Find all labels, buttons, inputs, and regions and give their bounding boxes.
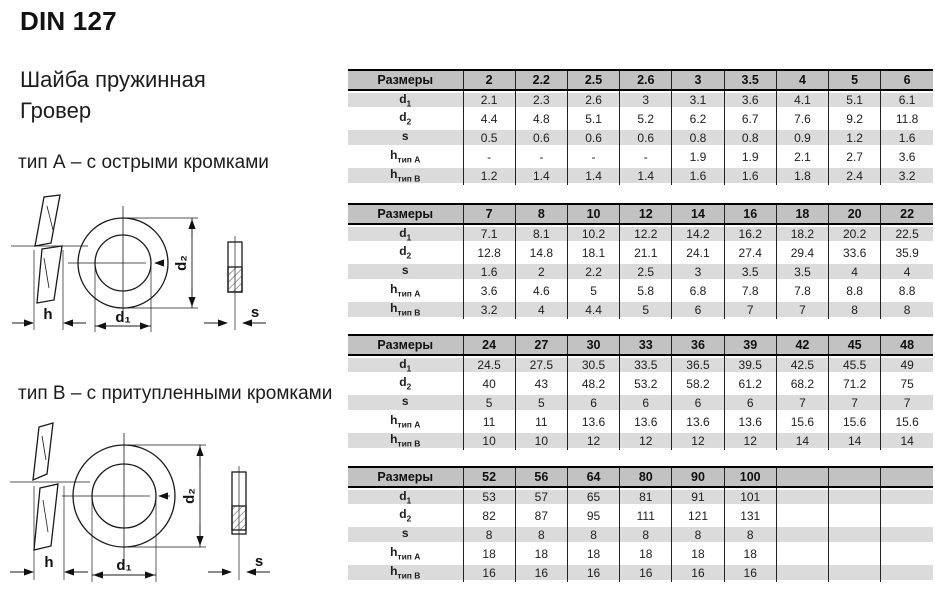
size-header-cell: 20 <box>829 204 881 224</box>
row-label: $d_1$ <box>348 487 463 506</box>
value-cell: 5 <box>567 281 619 300</box>
value-cell: 12 <box>567 431 619 450</box>
value-cell: 1.4 <box>620 166 672 185</box>
value-cell <box>776 525 828 544</box>
size-header-cell: 48 <box>881 335 933 355</box>
size-header-cell: 90 <box>672 467 724 487</box>
value-cell: 53 <box>463 487 515 506</box>
value-cell: 18 <box>515 544 567 563</box>
value-cell <box>881 563 933 582</box>
value-cell: 7.8 <box>724 281 776 300</box>
value-cell: 1.2 <box>829 128 881 147</box>
value-cell <box>829 525 881 544</box>
s-dimension-label-b: s <box>254 553 264 570</box>
value-cell: 14 <box>776 431 828 450</box>
value-cell: 9.2 <box>829 109 881 128</box>
value-cell: 2.2 <box>567 262 619 281</box>
value-cell: 39.5 <box>724 355 776 374</box>
value-cell: 131 <box>724 506 776 525</box>
value-cell: 3.2 <box>463 300 515 319</box>
value-cell: 5 <box>620 300 672 319</box>
value-cell: 6 <box>724 393 776 412</box>
size-header-cell: 100 <box>724 467 776 487</box>
value-cell: 3.6 <box>463 281 515 300</box>
value-cell: 58.2 <box>672 374 724 393</box>
value-cell: 3 <box>620 90 672 109</box>
value-cell: 11.8 <box>881 109 933 128</box>
value-cell: 8 <box>515 525 567 544</box>
value-cell: 13.6 <box>620 412 672 431</box>
type-a-drawing <box>6 186 306 338</box>
washer-name-line1: Шайба пружинная <box>20 67 206 92</box>
value-cell: 18 <box>620 544 672 563</box>
value-cell: 3.6 <box>724 90 776 109</box>
value-cell: 6 <box>567 393 619 412</box>
value-cell: 5.8 <box>620 281 672 300</box>
row-label: $d_1$ <box>348 355 463 374</box>
value-cell <box>829 487 881 506</box>
value-cell: 1.6 <box>672 166 724 185</box>
size-header-cell: 2 <box>463 70 515 90</box>
row-label: $d_1$ <box>348 224 463 243</box>
size-header-cell: 27 <box>515 335 567 355</box>
size-header-cell: 2.5 <box>567 70 619 90</box>
value-cell: 4.1 <box>776 90 828 109</box>
table-header-label: Размеры <box>348 204 463 224</box>
value-cell: 6 <box>620 393 672 412</box>
size-header-cell: 4 <box>776 70 828 90</box>
row-label: $h_{тип B}$ <box>348 166 463 185</box>
table-header-label: Размеры <box>348 467 463 487</box>
value-cell: 2.6 <box>567 90 619 109</box>
value-cell: 0.6 <box>567 128 619 147</box>
value-cell: 71.2 <box>829 374 881 393</box>
value-cell: 16 <box>724 563 776 582</box>
value-cell: 4.4 <box>567 300 619 319</box>
value-cell: 10 <box>515 431 567 450</box>
value-cell: 22.5 <box>881 224 933 243</box>
value-cell: 11 <box>463 412 515 431</box>
value-cell: 16.2 <box>724 224 776 243</box>
dimensions-table-4 <box>348 466 933 582</box>
value-cell: 4.8 <box>515 109 567 128</box>
size-header-cell: 42 <box>776 335 828 355</box>
value-cell: 5 <box>515 393 567 412</box>
value-cell: 16 <box>567 563 619 582</box>
value-cell: 121 <box>672 506 724 525</box>
value-cell: 10.2 <box>567 224 619 243</box>
value-cell: 18.2 <box>776 224 828 243</box>
value-cell: 7.8 <box>776 281 828 300</box>
value-cell: 8 <box>463 525 515 544</box>
value-cell: 6.7 <box>724 109 776 128</box>
value-cell: 1.6 <box>881 128 933 147</box>
value-cell: - <box>567 147 619 166</box>
size-header-cell: 14 <box>672 204 724 224</box>
table-header-label: Размеры <box>348 70 463 90</box>
d2-dimension-label-a: d₂ <box>173 255 190 271</box>
value-cell: 48.2 <box>567 374 619 393</box>
value-cell: 7.6 <box>776 109 828 128</box>
value-cell: 12.2 <box>620 224 672 243</box>
washer-name-line2: Гровер <box>20 98 92 123</box>
value-cell: 5.1 <box>567 109 619 128</box>
value-cell: 4 <box>829 262 881 281</box>
h-dimension-label-a: h <box>43 306 53 323</box>
value-cell: 3 <box>672 262 724 281</box>
value-cell: 6.1 <box>881 90 933 109</box>
value-cell: 7 <box>829 393 881 412</box>
value-cell <box>776 563 828 582</box>
value-cell <box>829 506 881 525</box>
value-cell: 8 <box>620 525 672 544</box>
value-cell: 18.1 <box>567 243 619 262</box>
value-cell: 5 <box>463 393 515 412</box>
value-cell: 101 <box>724 487 776 506</box>
value-cell: 0.5 <box>463 128 515 147</box>
d1-dimension-label-a: d₁ <box>115 309 131 326</box>
row-label: $h_{тип А}$ <box>390 545 421 562</box>
value-cell: 14 <box>829 431 881 450</box>
value-cell: 36.5 <box>672 355 724 374</box>
value-cell: 3.6 <box>881 147 933 166</box>
size-header-cell: 24 <box>463 335 515 355</box>
value-cell: 18 <box>724 544 776 563</box>
value-cell: 7 <box>724 300 776 319</box>
value-cell: 6 <box>672 300 724 319</box>
value-cell: 11 <box>515 412 567 431</box>
size-header-cell: 3 <box>672 70 724 90</box>
value-cell: 8 <box>829 300 881 319</box>
size-header-cell: 6 <box>881 70 933 90</box>
page-title: DIN 127 <box>20 6 117 36</box>
table-header-label: Размеры <box>348 335 463 355</box>
value-cell <box>776 487 828 506</box>
d2-dimension-label-b: d₂ <box>181 488 198 504</box>
washer-name <box>20 64 206 126</box>
value-cell: 2.1 <box>463 90 515 109</box>
spec-table <box>348 69 933 185</box>
value-cell: 4.6 <box>515 281 567 300</box>
value-cell: - <box>620 147 672 166</box>
value-cell: 42.5 <box>776 355 828 374</box>
value-cell: 7.1 <box>463 224 515 243</box>
value-cell: 29.4 <box>776 243 828 262</box>
spec-table <box>348 203 933 319</box>
value-cell: 3.1 <box>672 90 724 109</box>
value-cell: 2.7 <box>829 147 881 166</box>
value-cell: 15.6 <box>881 412 933 431</box>
value-cell: 4.4 <box>463 109 515 128</box>
type-b-drawing <box>6 410 336 589</box>
size-header-cell: 64 <box>567 467 619 487</box>
size-header-cell <box>829 467 881 487</box>
value-cell: 45.5 <box>829 355 881 374</box>
value-cell: 12 <box>724 431 776 450</box>
value-cell: 20.2 <box>829 224 881 243</box>
size-header-cell <box>776 467 828 487</box>
value-cell: 4 <box>881 262 933 281</box>
row-label: s <box>348 128 463 147</box>
value-cell: 2.4 <box>829 166 881 185</box>
value-cell: 1.4 <box>515 166 567 185</box>
value-cell: 6 <box>672 393 724 412</box>
value-cell: 1.9 <box>672 147 724 166</box>
value-cell: 0.8 <box>724 128 776 147</box>
front-view-type-b <box>62 433 206 582</box>
size-header-cell: 2.2 <box>515 70 567 90</box>
value-cell: 8.1 <box>515 224 567 243</box>
value-cell: 8 <box>567 525 619 544</box>
value-cell: 8.8 <box>881 281 933 300</box>
value-cell: 18 <box>463 544 515 563</box>
value-cell: 3.5 <box>776 262 828 281</box>
value-cell: 75 <box>881 374 933 393</box>
size-header-cell: 39 <box>724 335 776 355</box>
value-cell <box>881 525 933 544</box>
row-label: $d_2$ <box>399 244 412 261</box>
value-cell <box>881 544 933 563</box>
value-cell: 82 <box>463 506 515 525</box>
value-cell: 6.8 <box>672 281 724 300</box>
dimensions-table-1 <box>348 69 933 185</box>
size-header-cell: 12 <box>620 204 672 224</box>
value-cell: 68.2 <box>776 374 828 393</box>
size-header-cell: 2.6 <box>620 70 672 90</box>
value-cell: 0.6 <box>620 128 672 147</box>
value-cell: 1.9 <box>724 147 776 166</box>
value-cell: 12 <box>620 431 672 450</box>
value-cell: 1.6 <box>724 166 776 185</box>
value-cell: - <box>515 147 567 166</box>
row-label: $h_{тип А}$ <box>390 413 421 430</box>
value-cell: 0.9 <box>776 128 828 147</box>
value-cell: 15.6 <box>776 412 828 431</box>
row-label: $h_{тип B}$ <box>348 563 463 582</box>
value-cell: 4 <box>515 300 567 319</box>
row-label: $h_{тип B}$ <box>348 300 463 319</box>
value-cell: 8 <box>724 525 776 544</box>
value-cell: 49 <box>881 355 933 374</box>
size-header-cell: 33 <box>620 335 672 355</box>
value-cell: 7 <box>776 300 828 319</box>
value-cell: 111 <box>620 506 672 525</box>
value-cell: 12.8 <box>463 243 515 262</box>
size-header-cell: 7 <box>463 204 515 224</box>
value-cell: 2.5 <box>620 262 672 281</box>
row-label: $h_{тип А}$ <box>390 148 421 165</box>
value-cell: 87 <box>515 506 567 525</box>
value-cell: 16 <box>672 563 724 582</box>
s-dimension-label-a: s <box>250 304 260 321</box>
value-cell: 14.2 <box>672 224 724 243</box>
value-cell: 1.6 <box>463 262 515 281</box>
value-cell <box>776 506 828 525</box>
value-cell: 35.9 <box>881 243 933 262</box>
value-cell: 1.8 <box>776 166 828 185</box>
value-cell: 13.6 <box>567 412 619 431</box>
value-cell <box>776 544 828 563</box>
size-header-cell <box>881 467 933 487</box>
value-cell: 33.5 <box>620 355 672 374</box>
row-label: $d_2$ <box>399 507 412 524</box>
value-cell: 95 <box>567 506 619 525</box>
value-cell <box>829 544 881 563</box>
dimensions-table-3 <box>348 334 933 450</box>
value-cell: 81 <box>620 487 672 506</box>
value-cell: 24.1 <box>672 243 724 262</box>
value-cell: 57 <box>515 487 567 506</box>
size-header-cell: 36 <box>672 335 724 355</box>
value-cell: 61.2 <box>724 374 776 393</box>
size-header-cell: 45 <box>829 335 881 355</box>
size-header-cell: 22 <box>881 204 933 224</box>
size-header-cell: 52 <box>463 467 515 487</box>
dimensions-table-2 <box>348 203 933 319</box>
value-cell: 7 <box>881 393 933 412</box>
value-cell: 14 <box>881 431 933 450</box>
value-cell: 24.5 <box>463 355 515 374</box>
value-cell: 65 <box>567 487 619 506</box>
value-cell: 8 <box>881 300 933 319</box>
value-cell: 15.6 <box>829 412 881 431</box>
value-cell: 3.5 <box>724 262 776 281</box>
value-cell: 18 <box>567 544 619 563</box>
d1-dimension-label-b: d₁ <box>116 557 132 574</box>
value-cell: 21.1 <box>620 243 672 262</box>
type-b-caption: тип B – с притупленными кромками <box>18 383 333 404</box>
row-label: $d_2$ <box>399 375 412 392</box>
value-cell: 2.3 <box>515 90 567 109</box>
value-cell: 27.5 <box>515 355 567 374</box>
value-cell: - <box>463 147 515 166</box>
value-cell: 16 <box>620 563 672 582</box>
spec-table <box>348 466 933 582</box>
size-header-cell: 18 <box>776 204 828 224</box>
value-cell: 33.6 <box>829 243 881 262</box>
value-cell: 40 <box>463 374 515 393</box>
size-header-cell: 30 <box>567 335 619 355</box>
size-header-cell: 8 <box>515 204 567 224</box>
row-label: s <box>348 525 463 544</box>
value-cell: 43 <box>515 374 567 393</box>
value-cell: 30.5 <box>567 355 619 374</box>
row-label: $h_{тип А}$ <box>390 282 421 299</box>
value-cell: 13.6 <box>672 412 724 431</box>
value-cell: 2 <box>515 262 567 281</box>
value-cell: 1.4 <box>567 166 619 185</box>
h-dimension-label-b: h <box>44 554 54 571</box>
value-cell <box>881 506 933 525</box>
value-cell <box>881 487 933 506</box>
value-cell: 16 <box>515 563 567 582</box>
size-header-cell: 10 <box>567 204 619 224</box>
size-header-cell: 56 <box>515 467 567 487</box>
value-cell: 18 <box>672 544 724 563</box>
value-cell: 5.1 <box>829 90 881 109</box>
size-header-cell: 80 <box>620 467 672 487</box>
value-cell: 16 <box>463 563 515 582</box>
row-label: s <box>348 393 463 412</box>
size-header-cell: 3.5 <box>724 70 776 90</box>
value-cell: 5.2 <box>620 109 672 128</box>
size-header-cell: 16 <box>724 204 776 224</box>
value-cell: 0.8 <box>672 128 724 147</box>
value-cell: 8 <box>672 525 724 544</box>
value-cell: 91 <box>672 487 724 506</box>
row-label: $d_2$ <box>399 110 412 127</box>
value-cell: 7 <box>776 393 828 412</box>
type-a-caption: тип А – с острыми кромками <box>18 152 269 173</box>
value-cell: 0.6 <box>515 128 567 147</box>
size-header-cell: 5 <box>829 70 881 90</box>
spec-table <box>348 334 933 450</box>
value-cell: 12 <box>672 431 724 450</box>
value-cell: 10 <box>463 431 515 450</box>
value-cell: 53.2 <box>620 374 672 393</box>
value-cell: 14.8 <box>515 243 567 262</box>
value-cell: 1.2 <box>463 166 515 185</box>
value-cell: 6.2 <box>672 109 724 128</box>
value-cell: 27.4 <box>724 243 776 262</box>
value-cell: 13.6 <box>724 412 776 431</box>
row-label: s <box>348 262 463 281</box>
value-cell <box>829 563 881 582</box>
row-label: $d_1$ <box>348 90 463 109</box>
value-cell: 3.2 <box>881 166 933 185</box>
row-label: $h_{тип B}$ <box>348 431 463 450</box>
value-cell: 2.1 <box>776 147 828 166</box>
value-cell: 8.8 <box>829 281 881 300</box>
